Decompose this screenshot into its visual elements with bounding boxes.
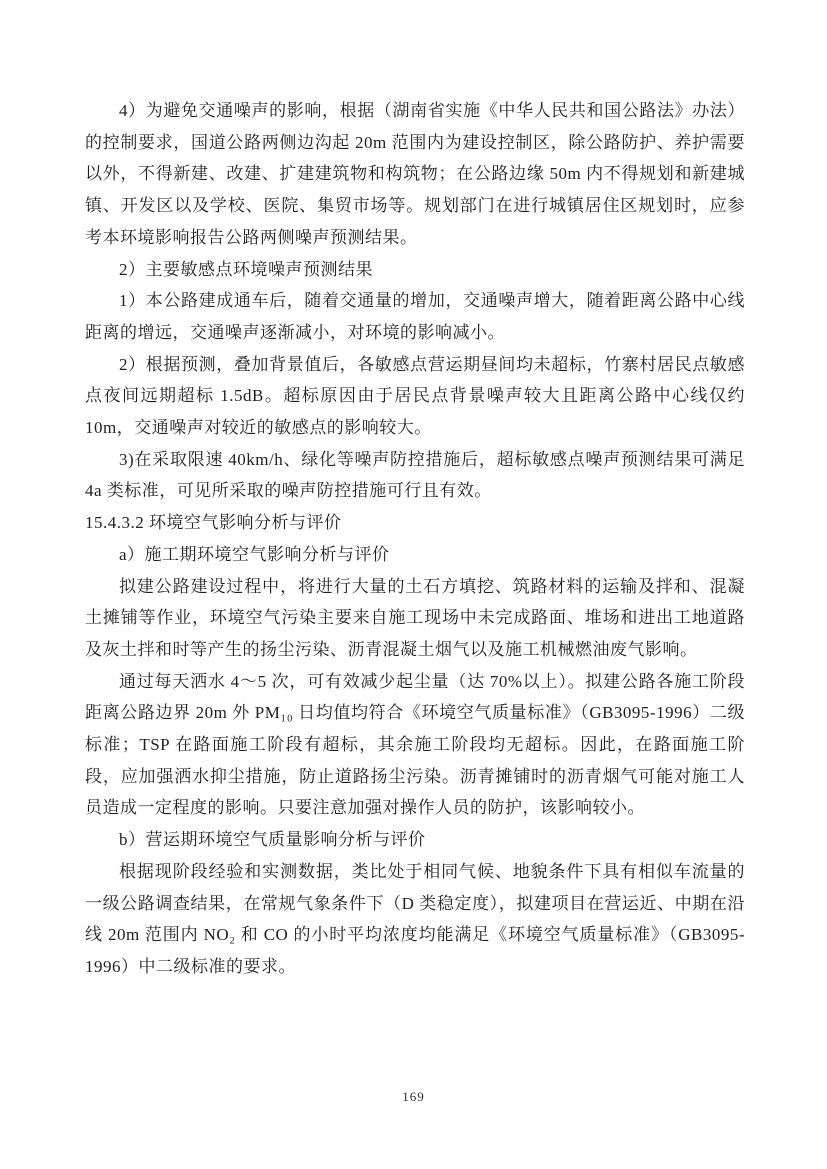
paragraph-traffic-noise-trend: 1）本公路建成通车后，随着交通量的增加，交通噪声增大，随着距离公路中心线距离的增远，交通噪声逐渐减小，对环境的影响减小。 <box>85 291 745 342</box>
paragraph-noise-control-requirements: 4）为避免交通噪声的影响，根据（湖南省实施《中华人民共和国公路法》办法）的控制要求，国道公路两侧边沟起 20m 范围内为建设控制区，除公路防护、养护需要以外，不得新建、改建、扩建建筑物和构筑物；在公路边缘 50m 内不得规划和新建城镇、开发区以及学校、医院、集贸市场等。规划部门在进行城镇居住区规划时，应参考本环境影响报告公路两侧噪声预测结果。 <box>85 101 745 247</box>
paragraph-construction-air-sources: 拟建公路建设过程中，将进行大量的土石方填挖、筑路材料的运输及拌和、混凝土摊铺等作业，环境空气污染主要来自施工现场中未完成路面、堆场和进出工地道路及灰土拌和时等产生的扬尘污染、沥青混凝土烟气以及施工机械燃油废气影响。 <box>85 576 745 659</box>
paragraph-dust-suppression: 通过每天洒水 4～5 次，可有效减少起尘量（达 70%以上）。拟建公路各施工阶段距离公路边界 20m 外 PM₁₀ 日均值均符合《环境空气质量标准》（GB3095-1996）二级标准；TSP 在路面施工阶段有超标，其余施工阶段均无超标。因此，在路面施工阶段，应加强洒水抑尘措施，防止道路扬尘污染。沥青摊铺时的沥青烟气可能对施工人员造成一定程度的影响。只要注意加强对操作人员的防护，该影响较小。 <box>85 671 745 818</box>
paragraph-operation-air-heading: b）营运期环境空气质量影响分析与评价 <box>119 830 426 850</box>
document-body <box>85 95 745 983</box>
paragraph-mitigation-measures: 3)在采取限速 40km/h、绿化等噪声防控措施后，超标敏感点噪声预测结果可满足 4a 类标准，可见所采取的噪声防控措施可行且有效。 <box>85 449 745 501</box>
paragraph-construction-air-heading: a）施工期环境空气影响分析与评价 <box>119 544 390 564</box>
paragraph-prediction-exceedance: 2）根据预测，叠加背景值后，各敏感点营运期昼间均未超标，竹寨村居民点敏感点夜间远期超标 1.5dB。超标原因由于居民点背景噪声较大且距离公路中心线仅约 10m，交通噪声对较近的敏感点的影响较大。 <box>85 354 745 438</box>
page-number: 169 <box>402 1089 425 1104</box>
page-footer <box>0 1088 827 1106</box>
paragraph-sensitive-points-intro: 2）主要敏感点环境噪声预测结果 <box>119 259 373 279</box>
section-heading-air-quality: 15.4.3.2 环境空气影响分析与评价 <box>85 513 342 533</box>
paragraph-operation-air-analysis: 根据现阶段经验和实测数据，类比处于相同气候、地貌条件下具有相似车流量的一级公路调查结果，在常规气象条件下（D 类稳定度），拟建项目在营运近、中期在沿线 20m 范围内 NO₂ 和 CO 的小时平均浓度均能满足《环境空气质量标准》（GB3095-1996）中二级标准的要求。 <box>85 861 745 976</box>
